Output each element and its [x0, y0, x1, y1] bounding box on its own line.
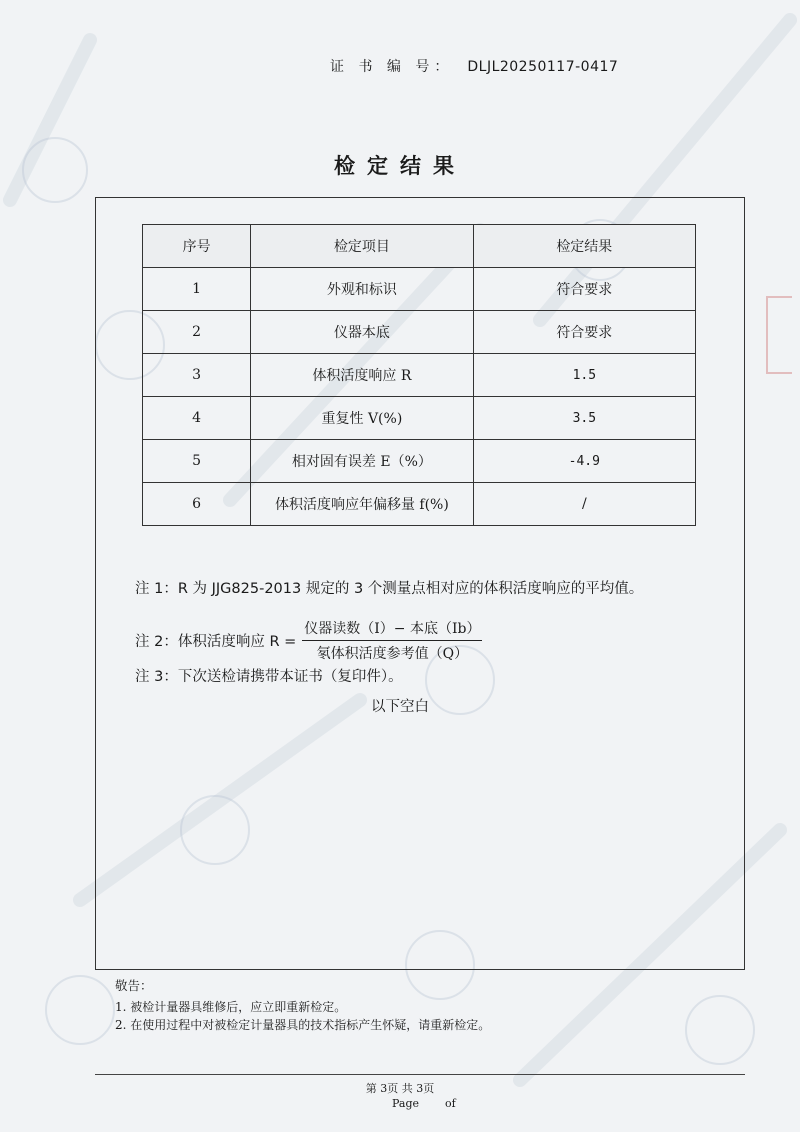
formula-denominator: 氡体积活度参考值（Q） — [316, 646, 469, 662]
stamp-edge-seal — [766, 296, 792, 374]
column-header-result: 检定结果 — [473, 225, 695, 268]
row-item: 相对固有误差 E（%） — [251, 440, 473, 483]
of-label: of — [445, 1097, 456, 1110]
row-no: 6 — [143, 483, 251, 526]
row-result: 符合要求 — [473, 311, 695, 354]
column-header-no: 序号 — [143, 225, 251, 268]
warning-item-1: 1. 被检计量器具维修后，应立即重新检定。 — [115, 1000, 347, 1014]
row-no: 5 — [143, 440, 251, 483]
row-result: -4.9 — [473, 440, 695, 483]
formula-numerator: 仪器读数（I）− 本底（Ib） — [302, 618, 482, 641]
row-item: 仪器本底 — [251, 311, 473, 354]
table-row — [143, 440, 696, 483]
warning-item-2: 2. 在使用过程中对被检定计量器具的技术指标产生怀疑，请重新检定。 — [115, 1018, 491, 1032]
row-item: 重复性 V(%) — [251, 397, 473, 440]
row-result: 1.5 — [473, 354, 695, 397]
note-2-prefix: 注 2：体积活度响应 R = — [135, 634, 297, 650]
row-item: 体积活度响应年偏移量 f(%) — [251, 483, 473, 526]
table-row — [143, 268, 696, 311]
row-no: 3 — [143, 354, 251, 397]
row-no: 1 — [143, 268, 251, 311]
table-header-row — [143, 225, 696, 268]
row-item: 外观和标识 — [251, 268, 473, 311]
row-no: 4 — [143, 397, 251, 440]
page-label: Page — [392, 1097, 420, 1110]
note-2 — [135, 618, 482, 663]
certificate-number-value: DLJL20250117-0417 — [467, 59, 619, 75]
note-1: 注 1：R 为 JJG825-2013 规定的 3 个测量点相对应的体积活度响应的平均值。 — [135, 581, 644, 597]
note-2-formula — [302, 618, 482, 663]
note-3: 注 3：下次送检请携带本证书（复印件）。 — [135, 669, 403, 685]
table-row — [143, 311, 696, 354]
row-result: 3.5 — [473, 397, 695, 440]
certificate-number-label: 证 书 编 号： — [330, 59, 454, 75]
table-row — [143, 354, 696, 397]
page-title: 检定结果 — [334, 154, 466, 178]
blank-remainder-text: 以下空白 — [371, 699, 429, 715]
table-row — [143, 397, 696, 440]
row-result: 符合要求 — [473, 268, 695, 311]
warning-title: 敬告： — [115, 978, 153, 993]
row-item: 体积活度响应 R — [251, 354, 473, 397]
table-row — [143, 483, 696, 526]
row-result: / — [473, 483, 695, 526]
page-number-en — [392, 1097, 456, 1110]
page-number-cn: 第 3页 共 3页 — [365, 1082, 435, 1095]
certificate-number — [330, 56, 618, 76]
row-no: 2 — [143, 311, 251, 354]
results-table — [142, 224, 696, 526]
footer-divider — [95, 1074, 745, 1075]
column-header-item: 检定项目 — [251, 225, 473, 268]
